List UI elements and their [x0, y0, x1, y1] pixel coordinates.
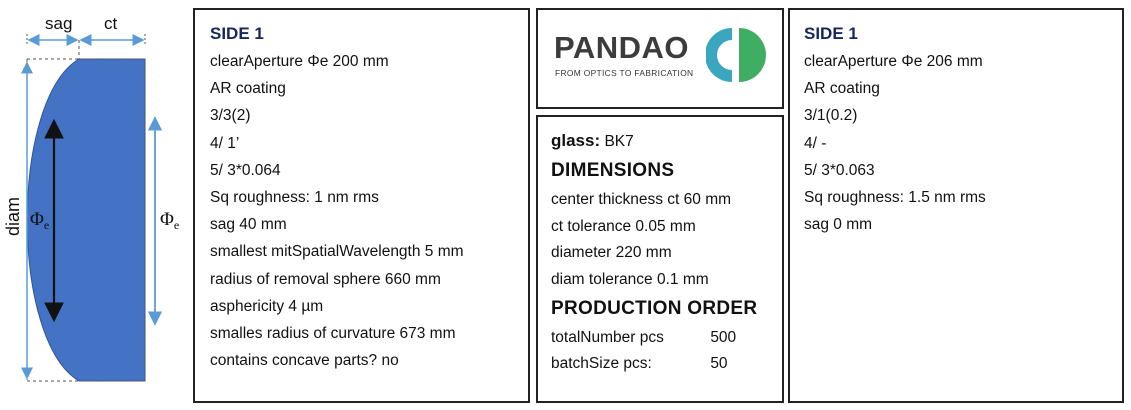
phi-label-side1: $\Phi_e$: [30, 209, 50, 232]
side1-left-line: 5/ 3*0.064: [210, 161, 281, 179]
side1-right-line: 3/1(0.2): [804, 107, 858, 125]
glass-value: BK7: [604, 133, 634, 150]
side1-left-line: radius of removal sphere 660 mm: [210, 270, 441, 288]
dimensions-title: DIMENSIONS: [551, 160, 675, 181]
pandao-logo-icon: [706, 24, 766, 86]
dimension-line: ct tolerance 0.05 mm: [551, 217, 696, 235]
side1-left-line: 4/ 1’: [210, 134, 240, 152]
production-label: batchSize pcs:: [551, 355, 652, 372]
side1-right-line: 4/ -: [804, 134, 827, 152]
side1-left-line: Sq roughness: 1 nm rms: [210, 189, 379, 207]
sag-label: sag: [45, 14, 73, 33]
side1-right-line: sag 0 mm: [804, 216, 873, 234]
side1-left-line: sag 40 mm: [210, 216, 287, 234]
side1-right-line: Sq roughness: 1.5 nm rms: [804, 189, 986, 207]
dimension-line: diameter 220 mm: [551, 244, 672, 261]
side1-right-title: SIDE 1: [804, 24, 858, 43]
production-label: totalNumber pcs: [551, 329, 664, 346]
side1-right-line: clearAperture Φe 206 mm: [804, 53, 983, 70]
lens-diagram: [0, 0, 190, 410]
side1-left-line: clearAperture Φe 200 mm: [210, 53, 389, 70]
production-row: [551, 325, 757, 351]
side1-right-panel: [788, 8, 1124, 403]
side1-left-line: smallest mitSpatialWavelength 5 mm: [210, 243, 464, 261]
glass-row: [551, 128, 757, 155]
phi-label-side2: $\Phi_e$: [160, 209, 180, 232]
side1-left-line: smalles radius of curvature 673 mm: [210, 325, 456, 343]
side1-right-line: 5/ 3*0.063: [804, 161, 875, 179]
side1-right-line: AR coating: [804, 80, 880, 98]
production-row: [551, 351, 757, 377]
side1-left-panel: [193, 8, 530, 403]
side1-left-line: asphericity 4 µm: [210, 297, 324, 315]
ct-label: ct: [104, 14, 118, 33]
side1-left-title: SIDE 1: [210, 24, 264, 43]
logo-tagline: FROM OPTICS TO FABRICATION: [555, 68, 694, 78]
diam-label: diam: [3, 196, 23, 236]
production-value: 500: [710, 329, 737, 346]
logo-wordmark: PANDAO: [554, 30, 690, 65]
dimension-line: center thickness ct 60 mm: [551, 191, 732, 208]
dimension-line: diam tolerance 0.1 mm: [551, 270, 709, 288]
side1-left-line: contains concave parts? no: [210, 352, 399, 370]
production-value: 50: [710, 355, 728, 372]
side1-left-line: 3/3(2): [210, 107, 251, 125]
side1-left-line: AR coating: [210, 80, 286, 98]
pandao-logo-panel: [536, 8, 784, 109]
glass-dimensions-panel: [536, 115, 784, 403]
glass-label: glass:: [551, 131, 601, 150]
production-order-title: PRODUCTION ORDER: [551, 298, 758, 319]
